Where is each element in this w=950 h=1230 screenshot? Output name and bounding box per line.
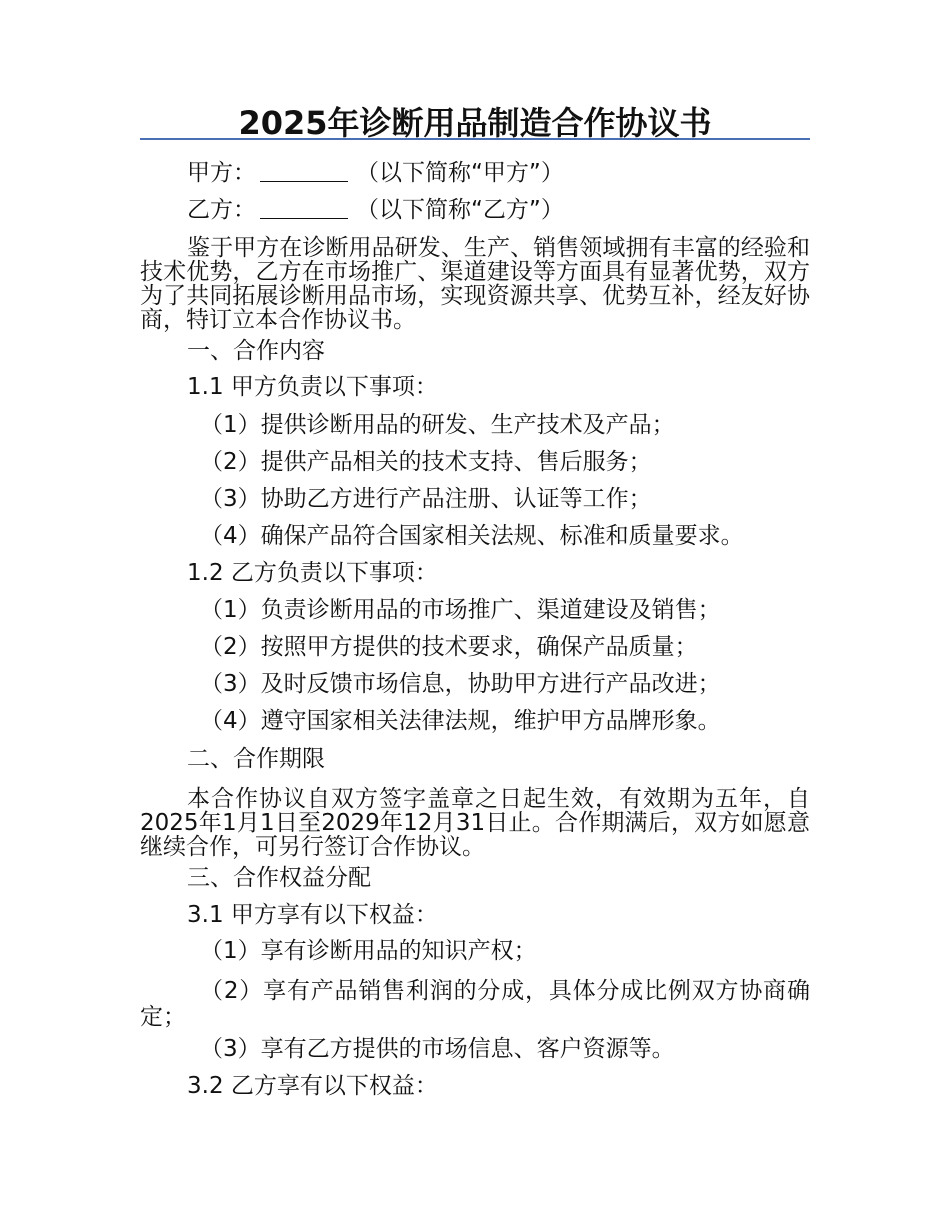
section1-1-item: （4）确保产品符合国家相关法规、标准和质量要求。 xyxy=(200,523,744,549)
party-a-line xyxy=(187,158,564,188)
party-b-suffix: （以下简称“乙方”） xyxy=(356,197,564,223)
party-a-label: 甲方： xyxy=(187,160,256,186)
section1-1-item: （3）协助乙方进行产品注册、认证等工作； xyxy=(200,486,652,512)
section3-1-item: （2）享有产品销售利润的分成，具体分成比例双方协商确定； xyxy=(140,978,810,1030)
party-b-blank xyxy=(260,198,348,219)
section1-2-item: （1）负责诊断用品的市场推广、渠道建设及销售； xyxy=(200,597,721,623)
section2-heading: 二、合作期限 xyxy=(187,746,325,772)
section1-2-heading: 1.2 乙方负责以下事项： xyxy=(187,560,438,586)
section1-1-heading: 1.1 甲方负责以下事项： xyxy=(187,374,438,400)
document-title: 2025年诊断用品制造合作协议书 xyxy=(238,104,712,142)
title-underline xyxy=(140,138,810,140)
section3-heading: 三、合作权益分配 xyxy=(187,865,371,891)
section1-1-item: （1）提供诊断用品的研发、生产技术及产品； xyxy=(200,412,675,438)
section1-1-item: （2）提供产品相关的技术支持、售后服务； xyxy=(200,449,652,475)
section1-heading: 一、合作内容 xyxy=(187,338,325,364)
section3-1-heading: 3.1 甲方享有以下权益： xyxy=(187,902,438,928)
party-b-line xyxy=(187,195,564,225)
section1-2-item: （2）按照甲方提供的技术要求，确保产品质量； xyxy=(200,634,698,660)
section3-1-item: （1）享有诊断用品的知识产权； xyxy=(200,938,537,964)
section3-2-heading: 3.2 乙方享有以下权益： xyxy=(187,1073,438,1099)
section1-2-item: （3）及时反馈市场信息，协助甲方进行产品改进； xyxy=(200,671,721,697)
party-a-suffix: （以下简称“甲方”） xyxy=(356,160,564,186)
party-a-blank xyxy=(260,161,348,182)
section3-1-item: （3）享有乙方提供的市场信息、客户资源等。 xyxy=(200,1036,675,1062)
preamble-paragraph: 鉴于甲方在诊断用品研发、生产、销售领域拥有丰富的经验和技术优势，乙方在市场推广、渠道建设等方面具有显著优势，双方为了共同拓展诊断用品市场，实现资源共享、优势互补，经友好协商，特订立本合作协议书。 xyxy=(140,235,810,333)
party-b-label: 乙方： xyxy=(187,197,256,223)
section1-2-item: （4）遵守国家相关法律法规，维护甲方品牌形象。 xyxy=(200,708,721,734)
section2-paragraph: 本合作协议自双方签字盖章之日起生效，有效期为五年，自2025年1月1日至2029年12月31日止。合作期满后，双方如愿意继续合作，可另行签订合作协议。 xyxy=(140,786,810,860)
